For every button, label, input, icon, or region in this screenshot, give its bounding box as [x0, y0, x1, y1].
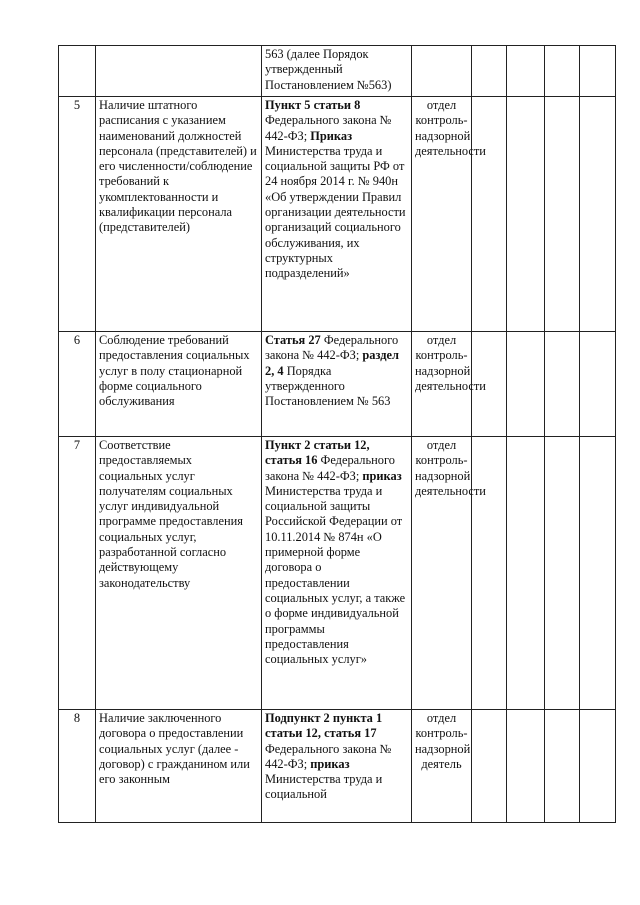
legal-basis — [262, 97, 412, 332]
empty-check-cell — [545, 97, 580, 332]
legal-reference-text: Министерства труда и социальной защиты РФ от 24 ноября 2014 г. № 940н «Об утверждении Правил организации деятельности организаций социального обслуживания, их структурных подразделений» — [265, 143, 406, 281]
legal-reference-bold: Пункт 5 статьи 8 — [265, 98, 361, 112]
legal-reference-text: 563 (далее Порядок утвержденный Постановлением №563) — [265, 47, 392, 92]
legal-basis — [262, 710, 412, 823]
inspection-checklist-table — [58, 45, 616, 823]
legal-reference-text: Федерального закона № 442-ФЗ; — [265, 333, 399, 363]
empty-check-cell — [472, 710, 507, 823]
legal-reference-bold: Статья 27 — [265, 333, 321, 347]
legal-basis — [262, 437, 412, 710]
legal-reference-text: Федерального закона № 442-ФЗ; — [265, 453, 395, 483]
table-row — [59, 46, 616, 97]
empty-check-cell — [472, 97, 507, 332]
legal-reference-text: Федерального закона № 442-ФЗ; — [265, 741, 392, 771]
empty-check-cell — [545, 437, 580, 710]
responsible-department: отдел контроль-надзорной деятель — [412, 710, 472, 823]
empty-check-cell — [545, 332, 580, 437]
criterion-text: Наличие штатного расписания с указанием наименований должностей персонала (представителей) и его численности/соблюдение требований к укомплектованности и квалификации персонала (представителей) — [96, 97, 262, 332]
table-body — [59, 46, 616, 823]
item-number: 7 — [59, 437, 96, 710]
legal-reference-bold: Подпункт 2 пункта 1 статьи 12, статья 17 — [265, 711, 383, 741]
empty-check-cell — [580, 46, 616, 97]
empty-check-cell — [580, 710, 616, 823]
item-number — [59, 46, 96, 97]
criterion-text: Наличие заключенного договора о предоставлении социальных услуг (далее - договор) с гражданином или его законным — [96, 710, 262, 823]
empty-check-cell — [580, 437, 616, 710]
empty-check-cell — [545, 46, 580, 97]
empty-check-cell — [507, 97, 545, 332]
table-row — [59, 97, 616, 332]
item-number: 5 — [59, 97, 96, 332]
empty-check-cell — [580, 332, 616, 437]
legal-reference-bold: приказ — [310, 756, 350, 771]
legal-basis — [262, 46, 412, 97]
empty-check-cell — [507, 710, 545, 823]
table-row — [59, 437, 616, 710]
legal-basis — [262, 332, 412, 437]
responsible-department — [412, 46, 472, 97]
empty-check-cell — [507, 46, 545, 97]
legal-reference-bold: приказ — [362, 468, 402, 483]
table-row — [59, 710, 616, 823]
criterion-text — [96, 46, 262, 97]
legal-reference-text: Порядка утвержденного Постановлением № 563 — [265, 363, 391, 409]
table-row — [59, 332, 616, 437]
legal-reference-text: Федерального закона № 442-ФЗ; — [265, 113, 392, 143]
legal-reference-text: Министерства труда и социальной — [265, 772, 383, 802]
responsible-department: отдел контроль-надзорной деятельности — [412, 332, 472, 437]
responsible-department: отдел контроль-надзорной деятельности — [412, 97, 472, 332]
item-number: 8 — [59, 710, 96, 823]
legal-reference-bold: Приказ — [310, 128, 353, 143]
empty-check-cell — [472, 46, 507, 97]
responsible-department: отдел контроль-надзорной деятельности — [412, 437, 472, 710]
empty-check-cell — [507, 332, 545, 437]
empty-check-cell — [580, 97, 616, 332]
empty-check-cell — [507, 437, 545, 710]
criterion-text: Соблюдение требований предоставления социальных услуг в полу стационарной форме социального обслуживания — [96, 332, 262, 437]
empty-check-cell — [545, 710, 580, 823]
empty-check-cell — [472, 437, 507, 710]
legal-reference-text: Министерства труда и социальной защиты Российской Федерации от 10.11.2014 № 874н «О примерной форме договора о предоставлении социальных услуг, а также о форме индивидуальной программы предоставления социальных услуг» — [265, 483, 406, 667]
legal-reference-bold: Пункт 2 статьи 12, статья 16 — [265, 438, 370, 468]
item-number: 6 — [59, 332, 96, 437]
legal-reference-bold: раздел 2, 4 — [265, 348, 399, 378]
criterion-text: Соответствие предоставляемых социальных услуг получателям социальных услуг индивидуальной программе предоставления социальных услуг, разработанной согласно действующему законодательству — [96, 437, 262, 710]
